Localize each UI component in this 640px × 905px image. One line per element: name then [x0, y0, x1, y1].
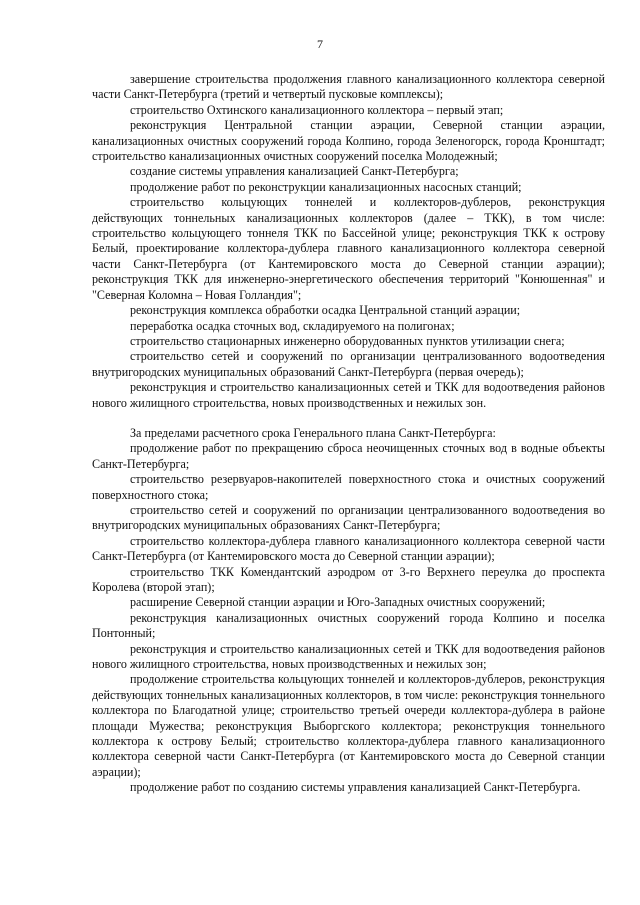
- paragraph: продолжение строительства кольцующих тоннелей и коллекторов-дублеров, реконструкция действующих тоннельных канализационных коллекторов, в том числе: реконструкция тоннельного коллектора по Благодатной улице; строительство третьей очереди коллектора-дублера в районе площади Мужества; реконструкция Выборгского коллектора; реконструкция тоннельного коллектора к острову Белый; строительство коллектора-дублера главного канализационного коллектора северной части Санкт-Петербурга (от Кантемировского моста до Северной станции аэрации);: [92, 672, 605, 779]
- paragraph: строительство Охтинского канализационного коллектора – первый этап;: [130, 102, 504, 117]
- paragraph: строительство стационарных инженерно оборудованных пунктов утилизации снега;: [130, 333, 565, 348]
- paragraph: строительство кольцующих тоннелей и коллекторов-дублеров, реконструкция действующих тоннельных канализационных коллекторов (далее – ТКК), в том числе: строительство кольцующего тоннеля ТКК по Бассейной улице; реконструкция ТКК к острову Белый, проектирование коллектора-дублера главного канализационного коллектора северной части Санкт-Петербурга (от Кантемировского моста до Северной станции аэрации); реконструкция ТКК для инженерно-энергетического обеспечения территорий "Конюшенная" и "Северная Коломна – Новая Голландия";: [92, 195, 605, 302]
- paragraph: реконструкция комплекса обработки осадка Центральной станций аэрации;: [130, 303, 521, 318]
- paragraph: строительство сетей и сооружений по организации централизованного водоотведения внутригородских муниципальных образований Санкт-Петербурга (первая очередь);: [92, 349, 605, 379]
- paragraph: строительство сетей и сооружений по организации централизованного водоотведения во внутригородских муниципальных образованиях Санкт-Петербурга;: [92, 502, 605, 533]
- paragraph: продолжение работ по прекращению сброса неочищенных сточных вод в водные объекты Санкт-Петербурга;: [92, 441, 605, 471]
- page-number: 7: [317, 37, 323, 51]
- paragraph: строительство коллектора-дублера главного канализационного коллектора северной части Санкт-Петербурга (от Кантемировского моста до Северной станции аэрации);: [92, 533, 605, 564]
- paragraph: создание системы управления канализацией Санкт-Петербурга;: [130, 164, 459, 179]
- paragraph: продолжение работ по созданию системы управления канализацией Санкт-Петербурга.: [130, 780, 581, 795]
- paragraph: строительство ТКК Комендантский аэродром от 3-го Верхнего переулка до проспекта Королева (второй этап);: [92, 564, 605, 594]
- section-heading: За пределами расчетного срока Генерального плана Санкт-Петербурга:: [130, 425, 496, 440]
- paragraph: переработка осадка сточных вод, складируемого на полигонах;: [130, 318, 455, 333]
- paragraph: реконструкция канализационных очистных сооружений города Колпино и поселка Понтонный;: [92, 610, 605, 641]
- paragraph: реконструкция и строительство канализационных сетей и ТКК для водоотведения районов нового жилищного строительства, новых производственных и нежилых зон.: [92, 380, 605, 410]
- paragraph: расширение Северной станции аэрации и Юго-Западных очистных сооружений;: [130, 595, 546, 610]
- paragraph: реконструкция и строительство канализационных сетей и ТКК для водоотведения районов нового жилищного строительства, новых производственных и нежилых зон;: [92, 641, 605, 672]
- paragraph: строительство резервуаров-накопителей поверхностного стока и очистных сооружений поверхностного стока;: [92, 472, 605, 502]
- paragraph: продолжение работ по реконструкции канализационных насосных станций;: [130, 179, 522, 194]
- document-body: [92, 72, 605, 796]
- paragraph: завершение строительства продолжения главного канализационного коллектора северной части Санкт-Петербурга (третий и четвертый пусковые комплексы);: [92, 72, 605, 102]
- paragraph: реконструкция Центральной станции аэрации, Северной станции аэрации, канализационных очистных сооружений города Колпино, города Зеленогорск, города Кронштадт; строительство канализационных очистных сооружений поселка Молодежный;: [92, 118, 605, 164]
